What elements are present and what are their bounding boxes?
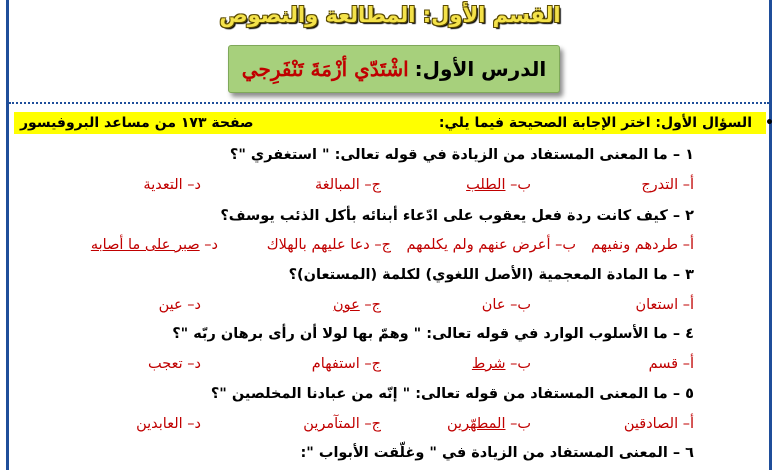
options-row-3 [14, 293, 766, 317]
option-a[interactable]: أ– التدرج [641, 177, 694, 193]
option-a[interactable]: أ– طردهم ونفيهم [591, 237, 694, 253]
option-c[interactable]: ج– المبالغة [314, 177, 381, 193]
options-row-5 [14, 412, 766, 436]
options-row-4 [14, 352, 766, 376]
correct-answer: عون [332, 297, 360, 313]
options-row-2 [14, 233, 766, 257]
dotted-divider [9, 102, 769, 104]
option-a[interactable]: أ– استعان [635, 297, 694, 313]
option-b[interactable]: ب– شرط [471, 356, 531, 372]
option-d[interactable]: د– التعدية [143, 177, 201, 193]
question-6: ٦ – المعنى المستفاد من الزيادة في " وغلّقت الأبواب ": [300, 445, 694, 461]
page-reference: صفحة ١٧٣ من مساعد البروفيسور [20, 115, 254, 131]
lesson-label: الدرس الأول: [414, 57, 547, 81]
option-a[interactable]: أ– الصادقين [623, 416, 694, 432]
option-c[interactable]: ج– دعا عليهم بالهلاك [266, 237, 391, 253]
option-c[interactable]: ج– عون [332, 297, 381, 313]
lesson-name: اشْتَدّي أزْمَةَ تَنْفَرِجي [241, 57, 409, 81]
question-4: ٤ – ما الأسلوب الوارد في قوله تعالى: " وهمّ بها لولا أن رأى برهان ربّه "؟ [172, 326, 694, 342]
option-a[interactable]: أ– قسم [648, 356, 694, 372]
option-b[interactable]: ب– أعرض عنهم ولم يكلمهم [406, 237, 576, 253]
option-d[interactable]: د– العابدين [136, 416, 201, 432]
option-c[interactable]: ج– استفهام [311, 356, 381, 372]
question-1: ١ – ما المعنى المستفاد من الزيادة في قوله تعالى: " استغفري "؟ [229, 147, 694, 163]
question-heading-bar [14, 112, 774, 134]
question-heading: السؤال الأول: اختر الإجابة الصحيحة فيما يلي: [438, 115, 752, 131]
bullet-icon: • [765, 115, 774, 131]
option-d[interactable]: د– تعجب [148, 356, 201, 372]
question-2: ٢ – كيف كانت ردة فعل يعقوب على ادّعاء أبنائه بأكل الذئب يوسف؟ [220, 208, 694, 224]
option-b[interactable]: ب– عان [481, 297, 531, 313]
correct-answer: شرط [471, 356, 506, 372]
question-3: ٣ – ما المادة المعجمية (الأصل اللغوي) لكلمة (المستعان)؟ [288, 267, 694, 283]
correct-answer: صبر على ما أصابه [90, 237, 200, 253]
lesson-title-box [228, 45, 560, 93]
question-5: ٥ – ما المعنى المستفاد من قوله تعالى: " إنّه من عبادنا المخلصين "؟ [210, 386, 694, 402]
options-row-1 [14, 173, 766, 197]
option-d[interactable]: د– صبر على ما أصابه [90, 237, 218, 253]
correct-answer: المطهّرين [447, 416, 506, 432]
option-b[interactable]: ب– الطلب [466, 177, 531, 193]
option-c[interactable]: ج– المتآمرين [303, 416, 381, 432]
option-d[interactable]: د– عين [158, 297, 201, 313]
correct-answer: الطلب [466, 177, 506, 193]
section-title: القسم الأول: المطالعة والنصوص [219, 3, 561, 27]
option-b[interactable]: ب– المطهّرين [447, 416, 531, 432]
